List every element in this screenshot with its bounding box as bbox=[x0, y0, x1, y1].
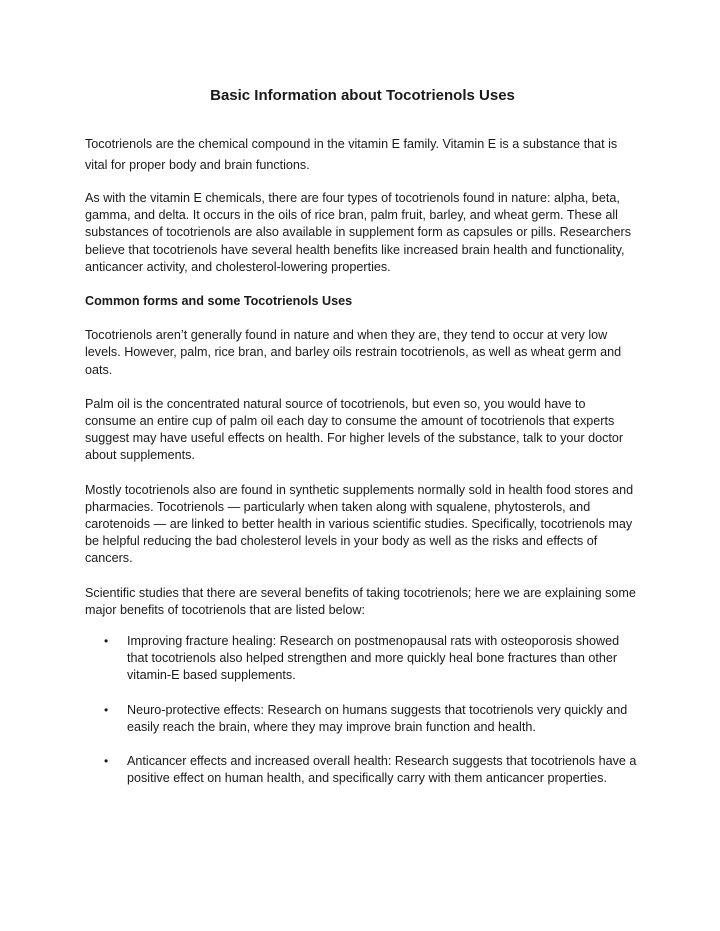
supplements-paragraph: Mostly tocotrienols also are found in synthetic supplements normally sold in health food stores and pharmacies. Tocotrienols — particularly when taken along with squalene, phytosterols, and carotenoids — are linked to better health in various scientific studies. Specifically, tocotrienols may be helpful reducing the bad cholesterol levels in your body as well as the risks and effects of cancers. bbox=[85, 482, 634, 566]
section-heading: Common forms and some Tocotrienols Uses bbox=[85, 294, 353, 309]
list-item bbox=[85, 633, 640, 685]
list-item bbox=[85, 753, 640, 787]
palm-oil-paragraph: Palm oil is the concentrated natural source of tocotrienols, but even so, you would have to consume an entire cup of palm oil each day to consume the amount of tocotrienols that experts suggest may have useful effects on health. For higher levels of the substance, talk to your doctor about supplements. bbox=[85, 396, 624, 463]
benefits-list bbox=[85, 633, 640, 787]
bullet-icon: • bbox=[104, 634, 109, 649]
bullet-icon: • bbox=[104, 702, 109, 717]
list-item bbox=[85, 702, 640, 736]
types-paragraph: As with the vitamin E chemicals, there are four types of tocotrienols found in nature: alpha, beta, gamma, and delta. It occurs in the oils of rice bran, palm fruit, barley, and wheat germ. These all substances of tocotrienols are also available in supplement form as capsules or pills. Researchers believe that tocotrienols have several health benefits like increased brain health and functionality, anticancer activity, and cholesterol-lowering properties. bbox=[85, 191, 632, 274]
benefit-text: Neuro-protective effects: Research on humans suggests that tocotrienols very quickly and easily reach the brain, where they may improve brain function and health. bbox=[127, 702, 628, 734]
benefits-intro-paragraph: Scientific studies that there are several benefits of taking tocotrienols; here we are explaining some major benefits of tocotrienols that are listed below: bbox=[85, 585, 636, 617]
benefit-text: Anticancer effects and increased overall health: Research suggests that tocotrienols have a positive effect on human health, and specifically carry with them anticancer properties. bbox=[127, 754, 637, 786]
natural-sources-paragraph: Tocotrienols aren’t generally found in nature and when they are, they tend to occur at very low levels. However, palm, rice bran, and barley oils restrain tocotrienols, as well as wheat germ and oats. bbox=[85, 328, 622, 377]
intro-paragraph: Tocotrienols are the chemical compound in the vitamin E family. Vitamin E is a substance that is vital for proper body and brain functions. bbox=[85, 137, 618, 172]
benefit-text: Improving fracture healing: Research on postmenopausal rats with osteoporosis showed that tocotrienols also helped strengthen and more quickly heal bone fractures than other vitamin-E based supplements. bbox=[127, 634, 620, 683]
bullet-icon: • bbox=[104, 754, 109, 769]
document-title: Basic Information about Tocotrienols Uses bbox=[210, 87, 515, 104]
